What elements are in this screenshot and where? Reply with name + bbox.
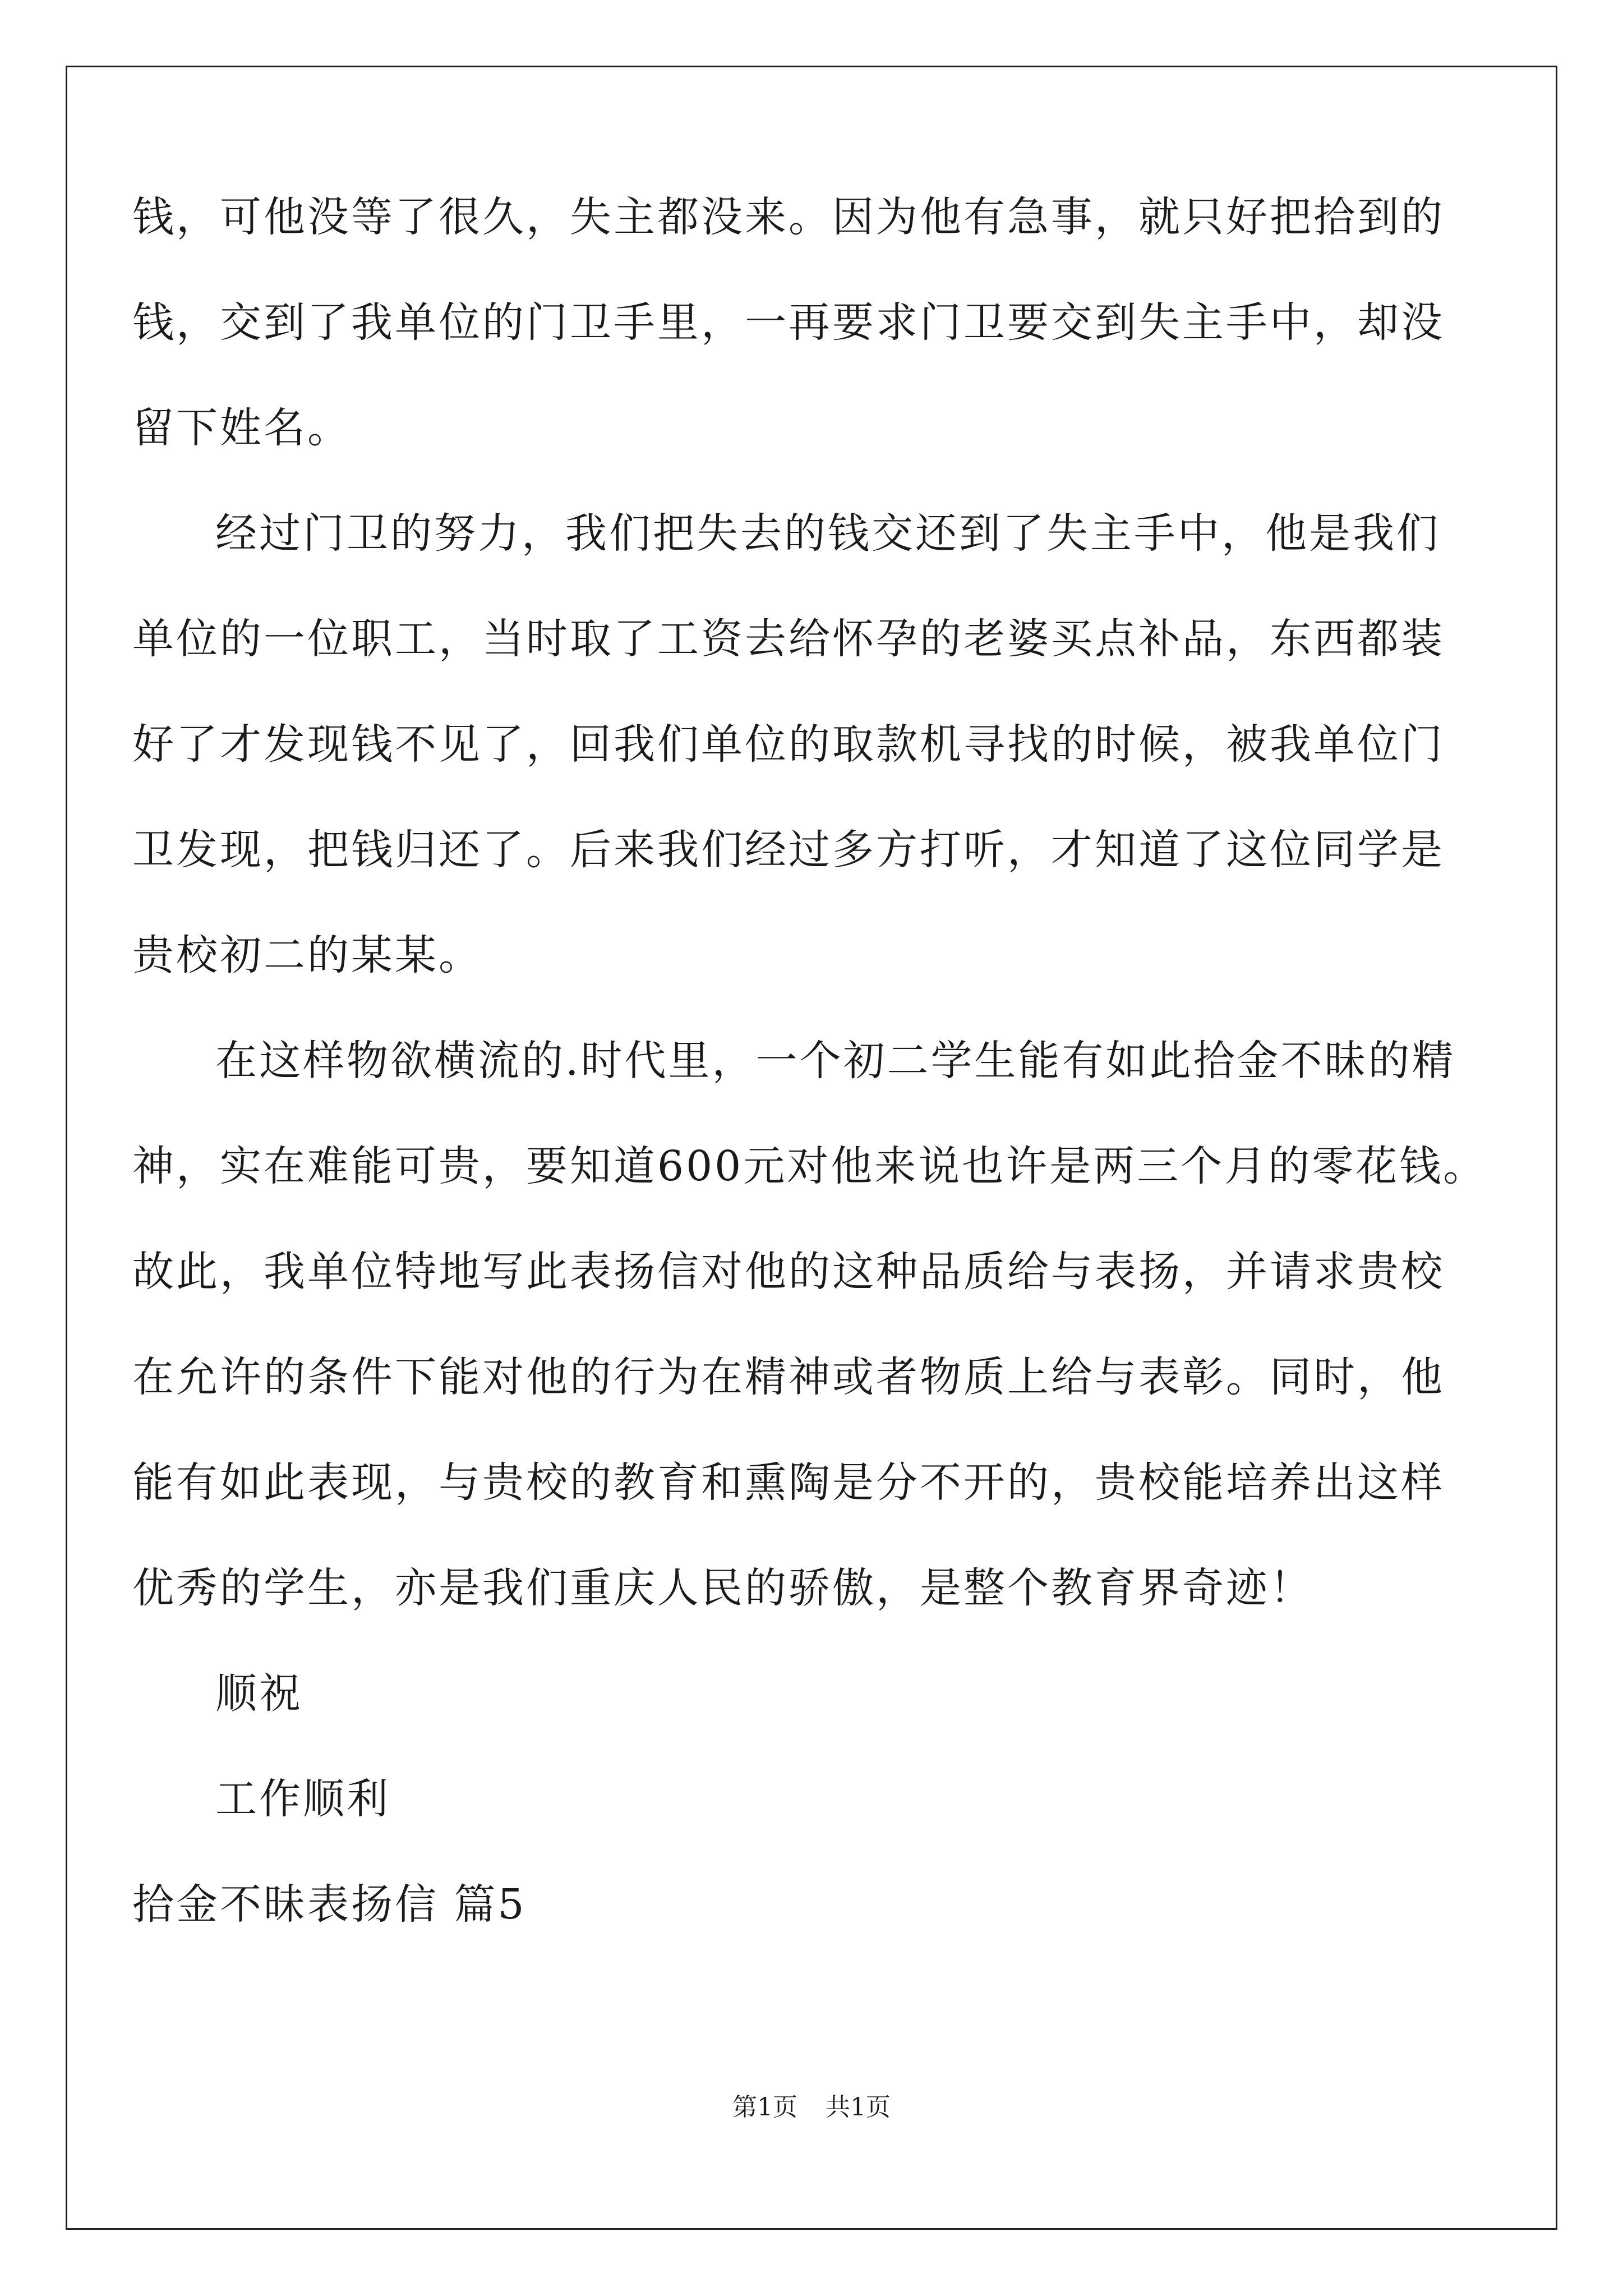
paragraph-line: 贵校初二的某某。 — [132, 931, 482, 979]
page-footer — [0, 2087, 1623, 2123]
paragraph-line: 故此，我单位特地写此表扬信对他的这种品质给与表扬，并请求贵校 — [132, 1248, 1445, 1296]
closing-wish: 工作顺利 — [215, 1775, 390, 1823]
page-number-total: 共1页 — [826, 2093, 891, 2122]
section-heading: 拾金不昧表扬信 篇5 — [132, 1880, 527, 1929]
paragraph-line: 在允许的条件下能对他的行为在精神或者物质上给与表彰。同时，他 — [132, 1353, 1445, 1401]
paragraph-line: 在这样物欲横流的.时代里，一个初二学生能有如此拾金不昧的精 — [215, 1037, 1456, 1085]
paragraph-line: 卫发现，把钱归还了。后来我们经过多方打听，才知道了这位同学是 — [132, 826, 1445, 874]
closing-salutation: 顺祝 — [215, 1669, 303, 1718]
paragraph-line: 钱，可他没等了很久，失主都没来。因为他有急事，就只好把拾到的 — [132, 193, 1445, 241]
paragraph-line: 留下姓名。 — [132, 404, 351, 452]
paragraph-line: 神，实在难能可贵，要知道600元对他来说也许是两三个月的零花钱。 — [132, 1142, 1487, 1190]
page-number-current: 第1页 — [732, 2093, 797, 2122]
paragraph-line: 经过门卫的努力，我们把失去的钱交还到了失主手中，他是我们 — [215, 509, 1440, 558]
paragraph-line: 好了才发现钱不见了，回我们单位的取款机寻找的时候，被我单位门 — [132, 720, 1445, 769]
paragraph-line: 钱，交到了我单位的门卫手里，一再要求门卫要交到失主手中，却没 — [132, 298, 1445, 347]
paragraph-line: 优秀的学生，亦是我们重庆人民的骄傲，是整个教育界奇迹！ — [132, 1564, 1313, 1612]
paragraph-line: 能有如此表现，与贵校的教育和熏陶是分不开的，贵校能培养出这样 — [132, 1458, 1445, 1507]
paragraph-line: 单位的一位职工，当时取了工资去给怀孕的老婆买点补品，东西都装 — [132, 615, 1445, 663]
